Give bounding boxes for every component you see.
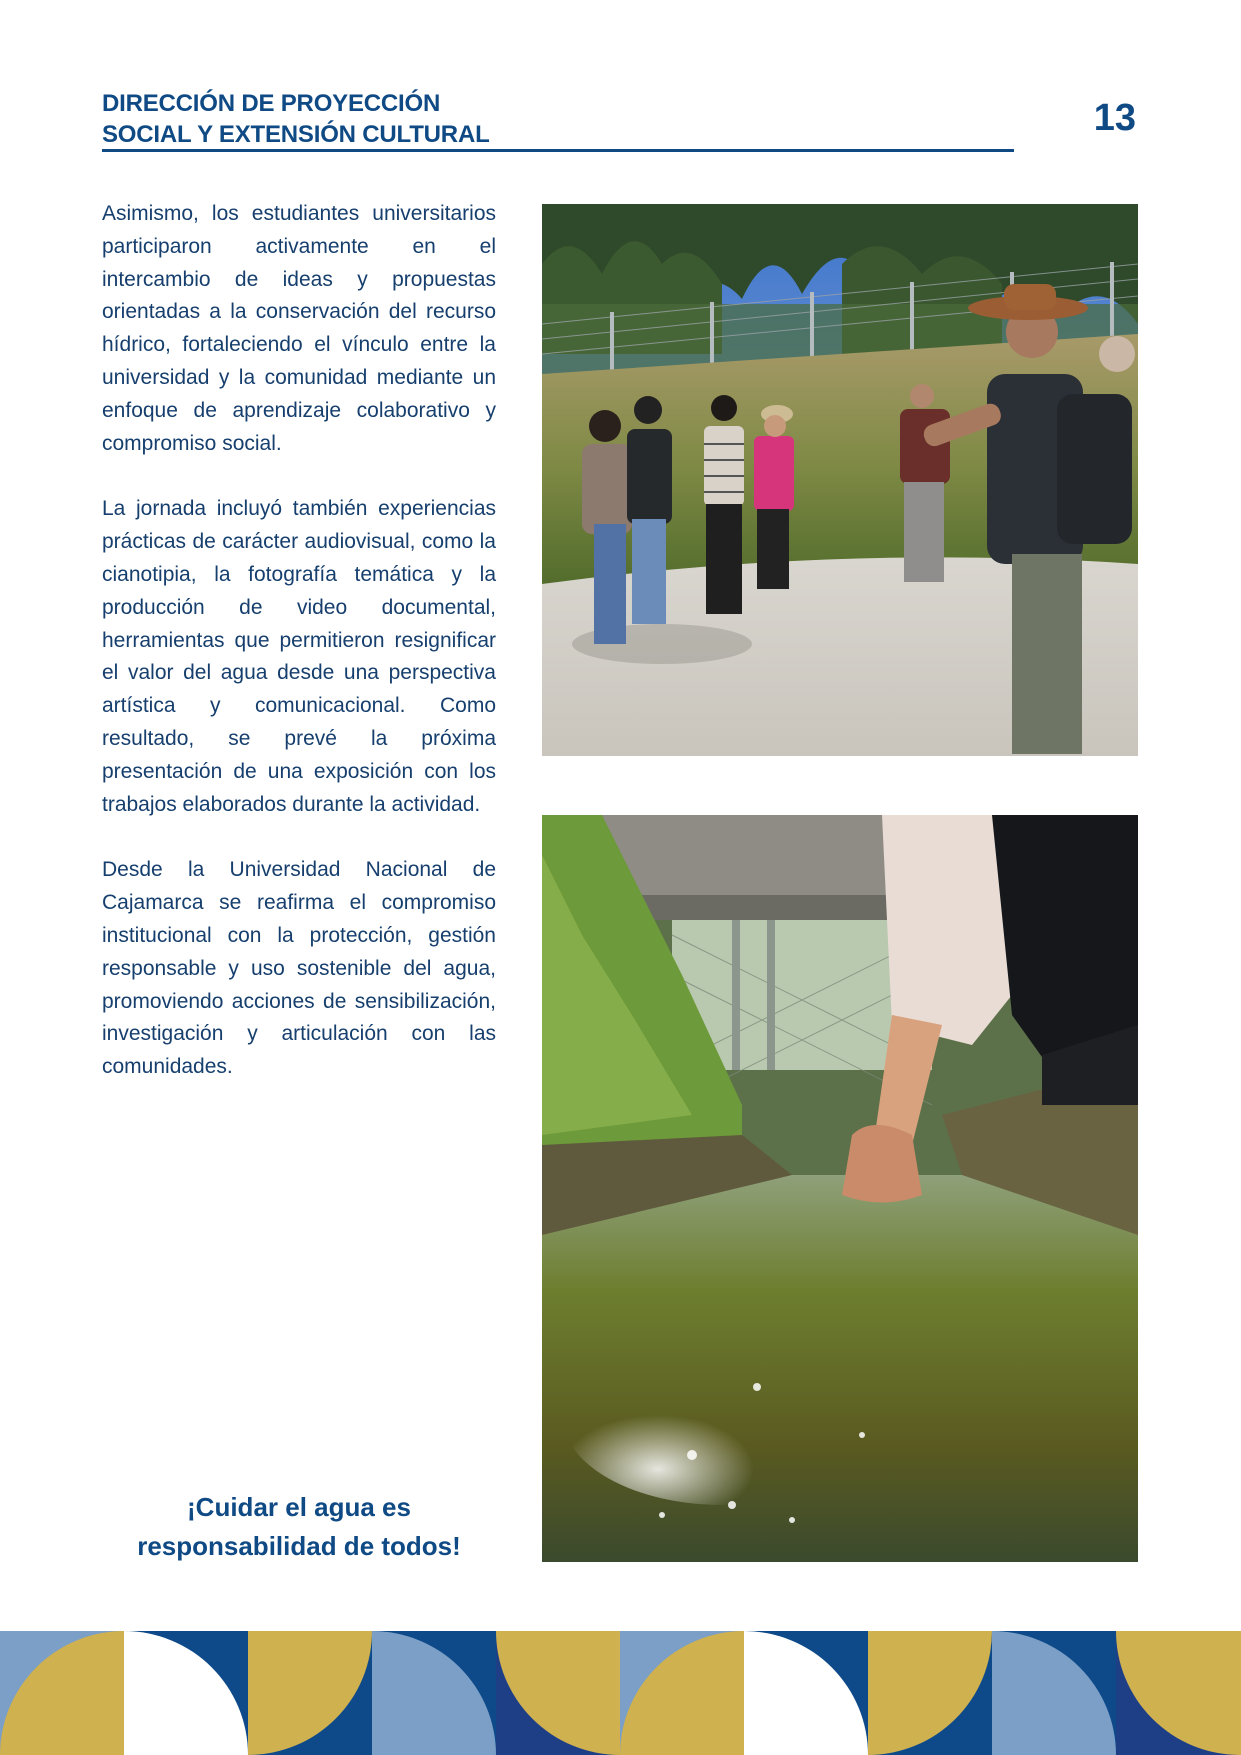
paragraph-3: Desde la Universidad Nacional de Cajamarca se reafirma el compromiso institucional con la protección, gestión responsable y uso sostenible del agua, promoviendo acciones de sensibilización, investigación y articulación con las comunidades. [102,858,496,1079]
decorative-footer-pattern [0,1631,1241,1755]
header-title [102,88,490,150]
photo-group-field-visit [542,204,1138,756]
slogan [102,1488,496,1566]
paragraph-1: Asimismo, los estudiantes universitarios participaron activamente en el intercambio de ideas y propuestas orientadas a la conservación del recurso hídrico, fortaleciendo el vínculo entre la universidad y la comunidad mediante un enfoque de aprendizaje colaborativo y compromiso social. [102,202,496,455]
paragraph-2: La jornada incluyó también experiencias prácticas de carácter audiovisual, como la cianotipia, la fotografía temática y la producción de video documental, herramientas que permitieron resignificar el valor del agua desde una perspectiva artística y comunicacional. Como resultado, se prevé la próxima presentación de una exposición con los trabajos elaborados durante la actividad. [102,497,496,816]
page-number: 13 [1093,97,1136,139]
header-title-line-1: DIRECCIÓN DE PROYECCIÓN [102,90,441,117]
article-body [102,198,496,1117]
slogan-line-1: ¡Cuidar el agua es [187,1492,411,1522]
photo-hands-in-water-canal [542,815,1138,1562]
header-title-line-2: SOCIAL Y EXTENSIÓN CULTURAL [102,121,490,148]
slogan-line-2: responsabilidad de todos! [137,1531,461,1561]
header-divider [102,149,1014,152]
